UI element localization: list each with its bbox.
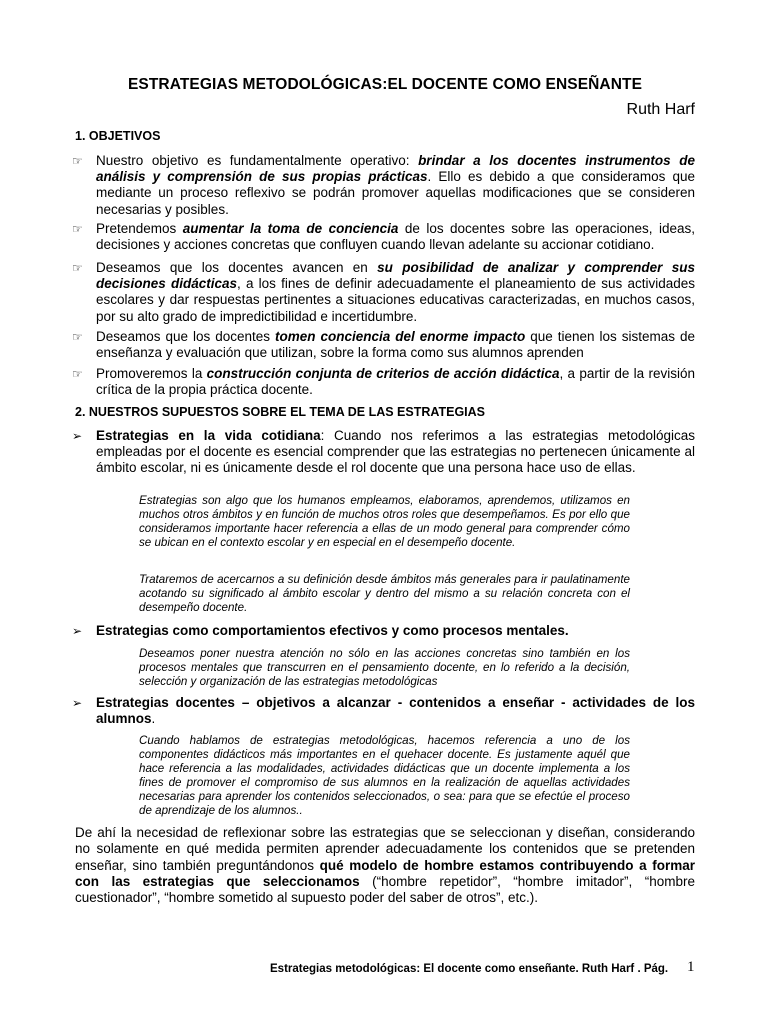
arrowhead-bullet-icon: ➢ xyxy=(72,624,83,638)
pointing-hand-icon: ☞ xyxy=(72,367,83,381)
page-footer: Estrategias metodológicas: El docente como enseñante. Ruth Harf . Pág. xyxy=(270,963,669,975)
closing-paragraph: De ahí la necesidad de reflexionar sobre las estrategias que se seleccionan y diseñan, considerando no solamente en qué medida permiten aprender adecuadamente los contenidos que se pretenden enseñar, sino también preguntándonos qué modelo de hombre estamos contribuyendo a formar con las estrategias que seleccionamos (“hombre repetidor”, “hombre imitador”, “hombre cuestionador”, “hombre sometido al supuesto poder del saber de otros”, etc.). xyxy=(75,825,695,906)
objective-item: ☞ Promoveremos la construcción conjunta de criterios de acción didáctica, a partir de la revisión crítica de la propia práctica docente. xyxy=(72,366,695,398)
pointing-hand-icon: ☞ xyxy=(72,261,83,275)
pointing-hand-icon: ☞ xyxy=(72,154,83,168)
arrowhead-bullet-icon: ➢ xyxy=(72,696,83,710)
assumption-item: ➢ Estrategias docentes – objetivos a alcanzar - contenidos a enseñar - actividades de los alumnos. xyxy=(72,695,695,727)
pointing-hand-icon: ☞ xyxy=(72,330,83,344)
assumption-item: ➢ Estrategias en la vida cotidiana: Cuando nos referimos a las estrategias metodológicas empleadas por el docente es esencial comprender que las estrategias no pertenecen únicamente al ámbito escolar, ni es únicamente desde el rol docente que una persona hace uso de ellas. xyxy=(72,428,695,476)
document-title: ESTRATEGIAS METODOLÓGICAS:EL DOCENTE COMO ENSEÑANTE xyxy=(127,76,643,93)
page-number: 1 xyxy=(687,959,695,975)
section-heading-supuestos: 2. NUESTROS SUPUESTOS SOBRE EL TEMA DE LAS ESTRATEGIAS xyxy=(75,405,486,419)
quote-block: Cuando hablamos de estrategias metodológicas, hacemos referencia a uno de los componentes didácticos más importantes en el quehacer docente. Es justamente aquél que hace referencia a las modalidades, actividades didácticas que un docente implementa a los fines de promover el compromiso de sus alumnos en la realización de aquellas actividades necesarias para aprender los contenidos seleccionados, o sea: para que se efectúe el proceso de aprendizaje de los alumnos.. xyxy=(139,734,630,817)
quote-block: Deseamos poner nuestra atención no sólo en las acciones concretas sino también en los procesos mentales que transcurren en el pensamiento docente, en lo referido a la decisión, selección y organización de las estrategias metodológicas xyxy=(139,647,630,688)
objective-item: ☞ Deseamos que los docentes avancen en su posibilidad de analizar y comprender sus decisiones didácticas, a los fines de definir adecuadamente el planeamiento de sus actividades escolares y dar respuestas pertinentes a situaciones educativas caracterizadas, en muchos casos, por su alto grado de impredictibilidad e incertidumbre. xyxy=(72,260,695,324)
pointing-hand-icon: ☞ xyxy=(72,222,83,236)
arrowhead-bullet-icon: ➢ xyxy=(72,429,83,443)
objective-item: ☞ Deseamos que los docentes tomen conciencia del enorme impacto que tienen los sistemas de enseñanza y evaluación que utilizan, sobre la forma como sus alumnos aprenden xyxy=(72,329,695,361)
section-heading-objetivos: 1. OBJETIVOS xyxy=(75,129,161,143)
author-name: Ruth Harf xyxy=(626,101,695,118)
quote-block: Trataremos de acercarnos a su definición desde ámbitos más generales para ir paulatinamente acotando su significado al ámbito escolar y dentro del mismo a su relación concreta con el desempeño docente. xyxy=(139,573,630,614)
assumption-item: ➢ Estrategias como comportamientos efectivos y como procesos mentales. xyxy=(72,623,569,638)
quote-block: Estrategias son algo que los humanos empleamos, elaboramos, aprendemos, utilizamos en muchos otros ámbitos y en función de muchos otros roles que desempeñamos. Es por ello que consideramos importante hacer referencia a ellas de un modo general para comprender cómo se ubican en el contexto escolar y en especial en el desempeño docente. xyxy=(139,494,630,549)
objective-item: ☞ Nuestro objetivo es fundamentalmente operativo: brindar a los docentes instrumentos de análisis y comprensión de sus propias prácticas. Ello es debido a que consideramos que mediante un proceso reflexivo se podrán promover aquellas modificaciones que se consideren necesarias y posibles. xyxy=(72,153,695,217)
objective-item: ☞ Pretendemos aumentar la toma de conciencia de los docentes sobre las operaciones, ideas, decisiones y acciones concretas que confluyen cuando llevan adelante su accionar cotidiano. xyxy=(72,221,695,253)
